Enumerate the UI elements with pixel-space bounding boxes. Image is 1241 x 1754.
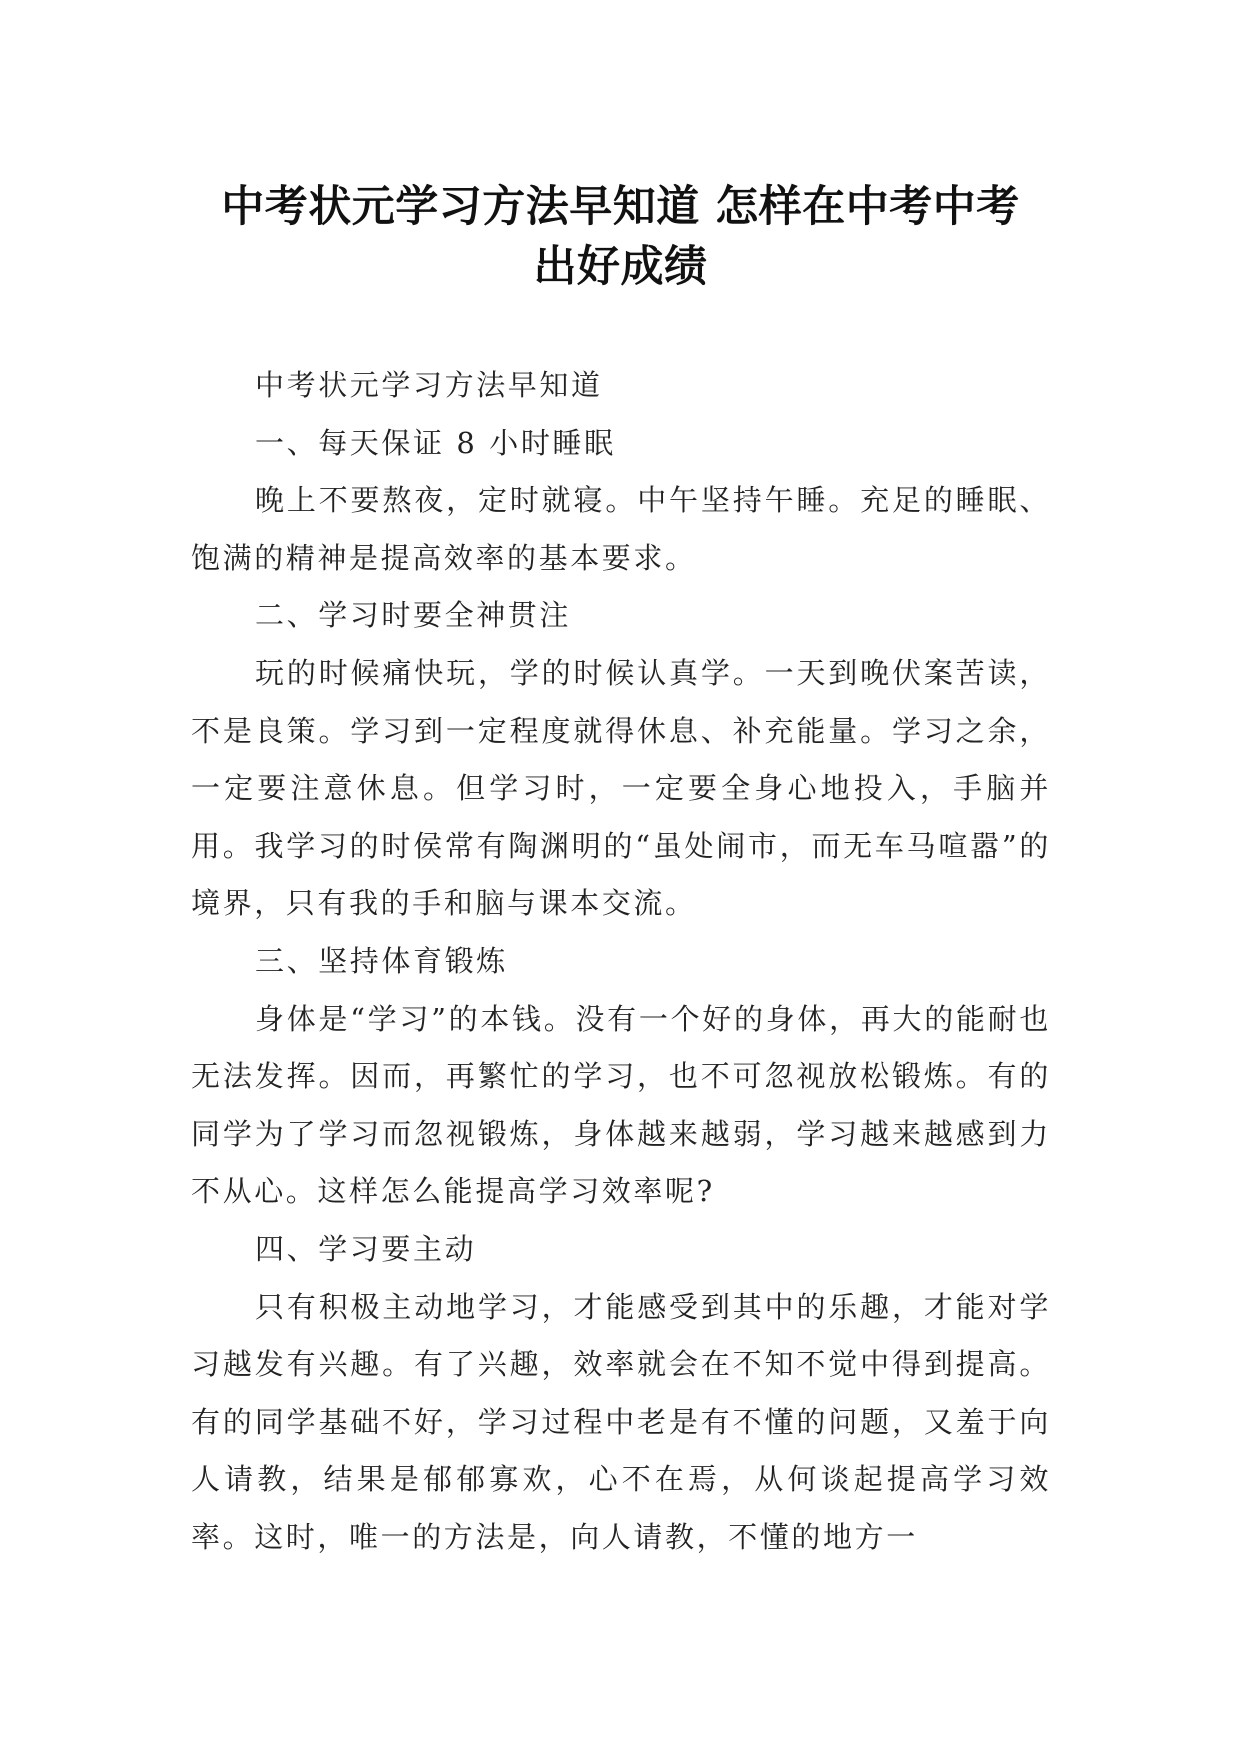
document-body: [191, 357, 1051, 1566]
title-line-1: 中考状元学习方法早知道 怎样在中考中考: [221, 181, 1020, 232]
title-line-2: 出好成绩: [533, 241, 708, 292]
section-heading-sleep: 一、每天保证 8 小时睡眠: [255, 425, 616, 460]
section-heading-exercise: 三、坚持体育锻炼: [255, 943, 508, 978]
paragraph-initiative: 只有积极主动地学习，才能感受到其中的乐趣，才能对学习越发有兴趣。有了兴趣，效率就会在不知不觉中得到提高。有的同学基础不好，学习过程中老是有不懂的问题，又羞于向人请教，结果是郁郁寡欢，心不在焉，从何谈起提高学习效率。这时，唯一的方法是，向人请教，不懂的地方一: [191, 1289, 1051, 1554]
paragraph-exercise: 身体是“学习”的本钱。没有一个好的身体，再大的能耐也无法发挥。因而，再繁忙的学习，也不可忽视放松锻炼。有的同学为了学习而忽视锻炼，身体越来越弱，学习越来越感到力不从心。这样怎么能提高学习效率呢?: [191, 1001, 1051, 1209]
document-title: [150, 177, 1091, 297]
section-heading-focus: 二、学习时要全神贯注: [255, 598, 572, 633]
intro-heading: 中考状元学习方法早知道: [255, 368, 603, 402]
paragraph-sleep: 晚上不要熬夜，定时就寝。中午坚持午睡。充足的睡眠、饱满的精神是提高效率的基本要求。: [191, 483, 1051, 575]
paragraph-focus: 玩的时候痛快玩，学的时候认真学。一天到晚伏案苦读，不是良策。学习到一定程度就得休息、补充能量。学习之余，一定要注意休息。但学习时，一定要全身心地投入，手脑并用。我学习的时侯常有陶渊明的“虽处闹市，而无车马喧嚣”的境界，只有我的手和脑与课本交流。: [191, 655, 1051, 921]
section-heading-initiative: 四、学习要主动: [255, 1231, 477, 1266]
